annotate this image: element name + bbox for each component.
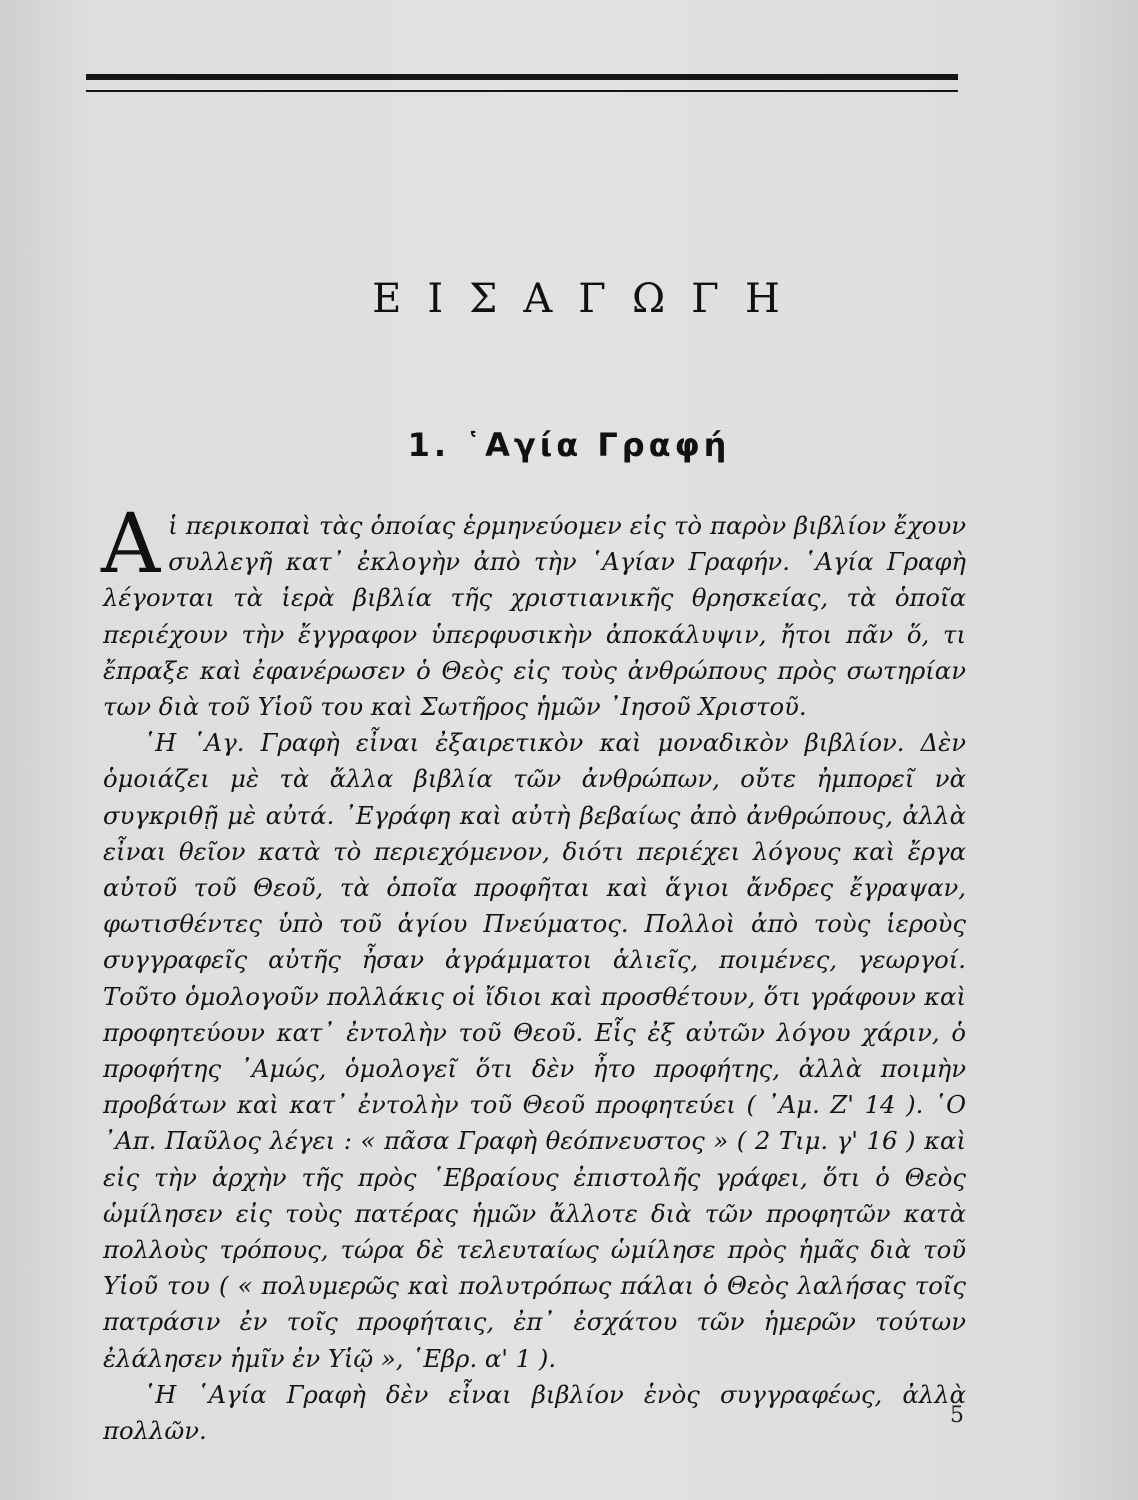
paragraph-1 [101,497,966,725]
paragraph-1-text: ἱ περικοπαὶ τὰς ὁποίας ἑρμηνεύομεν εἰς τὸ παρὸν βιβλίον ἔχουν συλλεγῆ κατ᾽ ἐκλογὴν ἀπὸ τὴν ῾Αγίαν Γραφήν. ῾Αγία Γραφὴ λέγονται τὰ ἱερὰ βιβλία τῆς χριστιανικῆς θρησκείας, τὰ ὁποῖα περιέχουν τὴν ἔγγραφον ὑπερφυσικὴν ἀποκάλυψιν, ἤτοι πᾶν ὅ, τι ἔπραξε καὶ ἐφανέρωσεν ὁ Θεὸς εἰς τοὺς ἀνθρώπους πρὸς σωτηρίαν των διὰ τοῦ Υἱοῦ του καὶ Σωτῆρος ἡμῶν ᾽Ιησοῦ Χριστοῦ. [103,511,966,722]
paragraph-3: ῾Η ῾Αγία Γραφὴ δὲν εἶναι βιβλίον ἑνὸς συγγραφέως, ἀλλὰ πολλῶν. [103,1379,966,1446]
page-number: 5 [950,1403,964,1428]
body-text [101,497,966,1449]
paragraph-2: ῾Η ῾Αγ. Γραφὴ εἶναι ἐξαιρετικὸν καὶ μοναδικὸν βιβλίον. Δὲν ὁμοιάζει μὲ τὰ ἄλλα βιβλία τῶν ἀνθρώπων, οὔτε ἠμπορεῖ νὰ συγκριθῇ μὲ αὐτά. ᾽Εγράφη καὶ αὐτὴ βεβαίως ἀπὸ ἀνθρώπους, ἀλλὰ εἶναι θεῖον κατὰ τὸ περιεχόμενον, διότι περιέχει λόγους καὶ ἔργα αὐτοῦ τοῦ Θεοῦ, τὰ ὁποῖα προφῆται καὶ ἅγιοι ἄνδρες ἔγραψαν, φωτισθέντες ὑπὸ τοῦ ἁγίου Πνεύματος. Πολλοὶ ἀπὸ τοὺς ἱεροὺς συγγραφεῖς αὐτῆς ἦσαν ἀγράμματοι ἁλιεῖς, ποιμένες, γεωργοί. Τοῦτο ὁμολογοῦν πολλάκις οἱ ἴδιοι καὶ προσθέτουν, ὅτι γράφουν καὶ προφητεύουν κατ᾽ ἐντολὴν τοῦ Θεοῦ. Εἷς ἐξ αὐτῶν λόγου χάριν, ὁ προφήτης ᾽Αμώς, ὁμολογεῖ ὅτι δὲν ἦτο προφήτης, ἀλλὰ ποιμὴν προβάτων καὶ κατ᾽ ἐντολὴν τοῦ Θεοῦ προφητεύει ( ᾽Αμ. Ζ' 14 ). ῾Ο ᾽Απ. Παῦλος λέγει : « πᾶσα Γραφὴ θεόπνευστος » ( 2 Τιμ. γ' 16 ) καὶ εἰς τὴν ἀρχὴν τῆς πρὸς ῾Εβραίους ἐπιστολῆς γράφει, ὅτι ὁ Θεὸς ὡμίλησεν εἰς τοὺς πατέρας ἡμῶν ἄλλοτε διὰ τῶν προφητῶν κατὰ πολλοὺς τρόπους, τώρα δὲ τελευταίως ὡμίλησε πρὸς ἡμᾶς διὰ τοῦ Υἱοῦ του ( « πολυμερῶς καὶ πολυτρόπως πάλαι ὁ Θεὸς λαλήσας τοῖς πατράσιν ἐν τοῖς προφήταις, ἐπ᾽ ἐσχάτου τῶν ἡμερῶν τούτων ἐλάλησεν ἡμῖν ἐν Υἱῷ », ῾Εβρ. α' 1 ). [103,728,966,1373]
header-rule-thick [86,74,958,80]
section-title: 1. ῾Αγία Γραφή [407,426,731,464]
drop-cap: Α [101,497,161,592]
chapter-heading: ΕΙΣΑΓΩΓΗ [372,276,806,322]
header-rule-thin [86,90,958,92]
